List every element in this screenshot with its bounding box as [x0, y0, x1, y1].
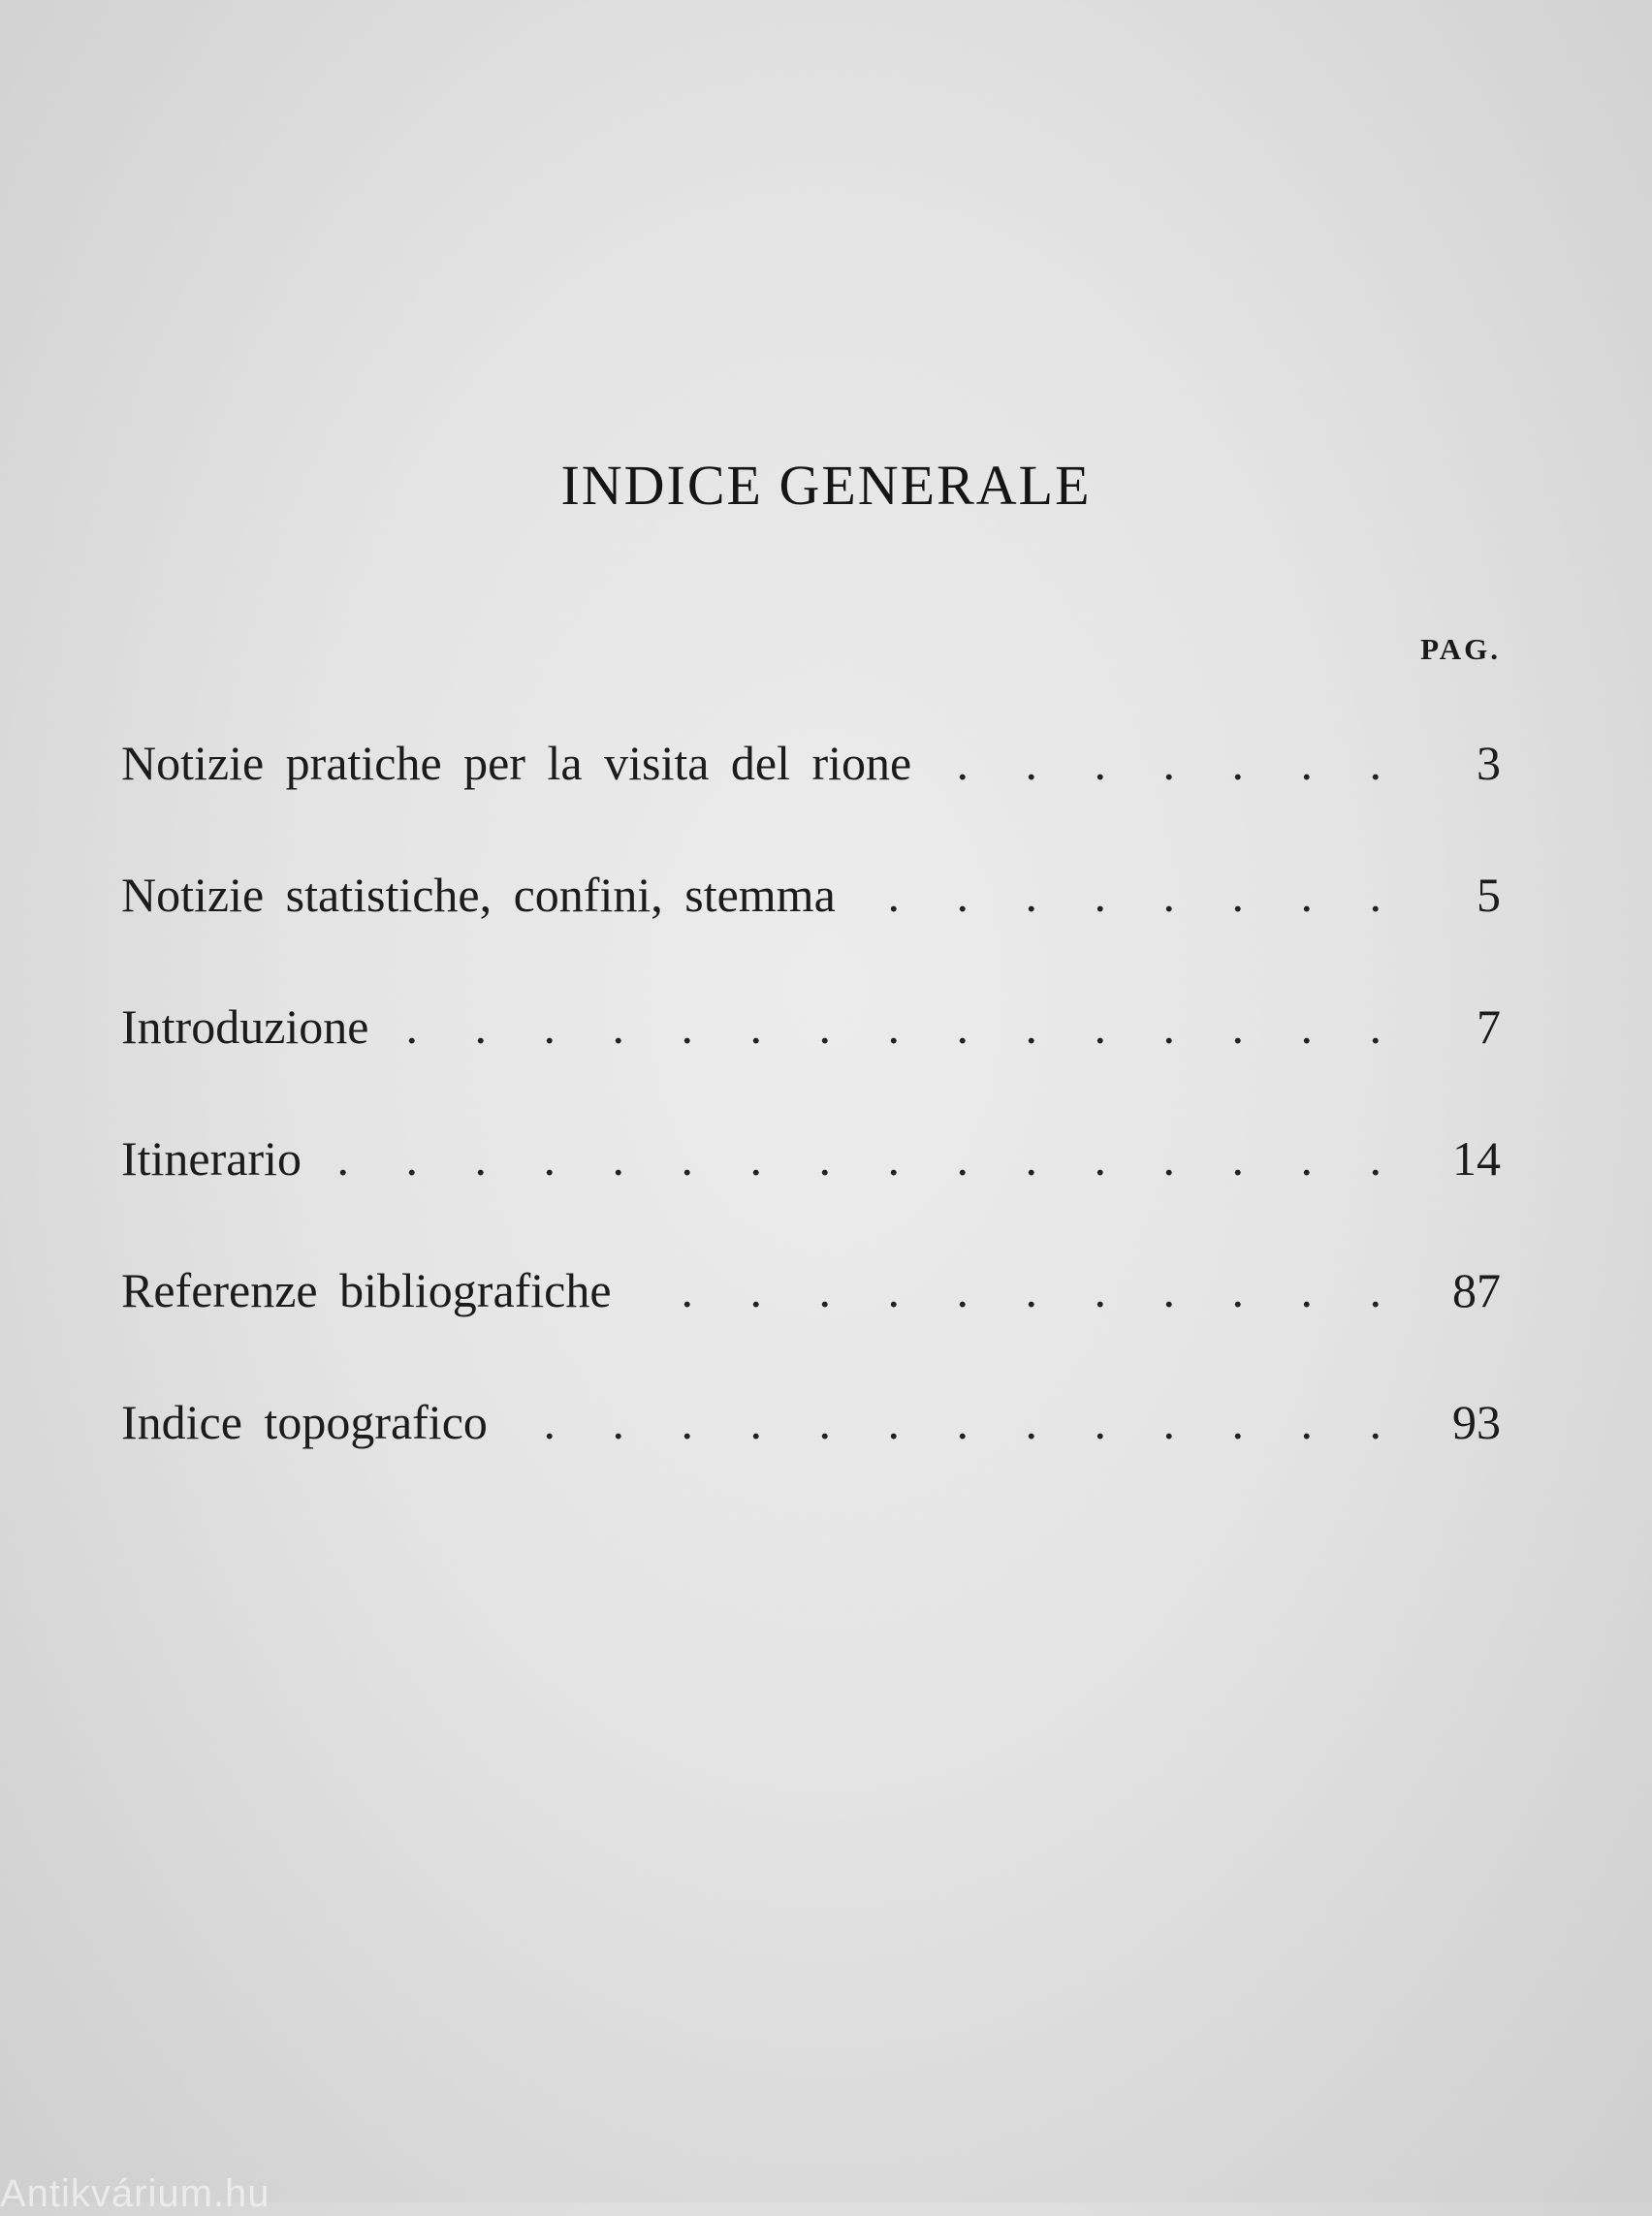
dot-leader [931, 735, 1404, 791]
page-column-label: PAG. [1420, 632, 1501, 666]
dot-leader [855, 867, 1404, 923]
toc-entry [121, 998, 1501, 1130]
toc-entry [121, 1394, 1501, 1526]
toc-entry-label: Notizie statistiche, confini, stemma [121, 868, 836, 922]
dot-leader [631, 1262, 1404, 1318]
toc-entry-label: Indice topografico [121, 1395, 488, 1449]
toc-entry-label: Notizie pratiche per la visita del rione [121, 736, 912, 790]
toc-entry-label: Introduzione [121, 999, 369, 1054]
toc-entry [121, 867, 1501, 998]
dot-leader [388, 998, 1404, 1055]
toc-entry [121, 735, 1501, 867]
toc-entry-page: 87 [1452, 1263, 1501, 1317]
page-title: INDICE GENERALE [560, 453, 1092, 517]
toc-entry-page: 3 [1477, 736, 1501, 790]
toc-entry-label: Itinerario [121, 1131, 302, 1186]
watermark: Antikvárium.hu [0, 2172, 270, 2215]
toc-entry-page: 7 [1477, 999, 1501, 1054]
toc-entry [121, 1262, 1501, 1394]
toc-entry [121, 1130, 1501, 1262]
dot-leader [321, 1130, 1404, 1187]
toc-entry-page: 5 [1477, 868, 1501, 922]
toc-entry-label: Referenze bibliografiche [121, 1263, 612, 1317]
toc-entry-page: 14 [1452, 1131, 1501, 1186]
toc-entry-page: 93 [1452, 1395, 1501, 1449]
dot-leader [507, 1394, 1404, 1450]
table-of-contents [121, 735, 1501, 1526]
